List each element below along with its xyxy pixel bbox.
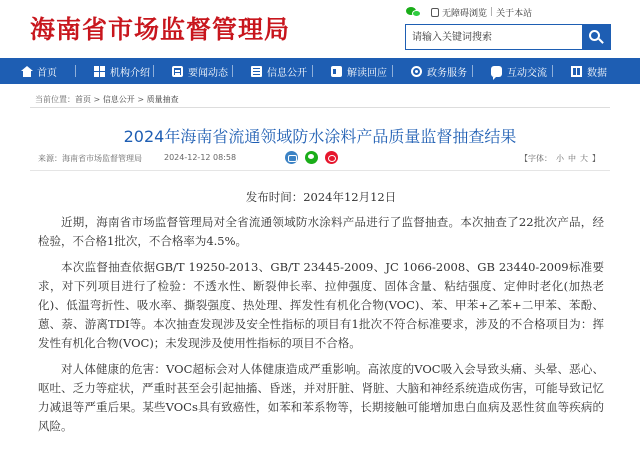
main-nav xyxy=(0,58,640,84)
article-paragraph: 对人体健康的危害：VOC超标会对人体健康造成严重影响。高浓度的VOC吸入会导致头痛、头晕、恶心、呕吐、乏力等症状，严重时甚至会引起抽搐、昏迷，并对肝脏、肾脏、大脑和神经系统造成伤害，可能导致记忆力减退等严重后果。某些VOCs具有致癌性，如苯和苯系物等，长期接触可能增加患白血病及恶性贫血等疾病的风险。 xyxy=(38,361,604,434)
nav-label: 首页 xyxy=(37,67,57,79)
article-paragraph: 近期，海南省市场监督管理局对全省流通领域防水涂料产品进行了监督抽查。本次抽查了22批次产品，经检验，不合格1批次，不合格率为4.5%。 xyxy=(38,215,604,249)
nav-item-interact[interactable] xyxy=(473,58,553,84)
breadcrumb-prefix: 当前位置： xyxy=(35,95,75,104)
utility-separator: | xyxy=(490,7,494,17)
wechat-icon[interactable] xyxy=(406,7,421,18)
article-source: 来源：海南省市场监督管理局 xyxy=(38,154,142,163)
breadcrumb-quality[interactable]: 质量抽查 xyxy=(146,95,179,104)
news-icon xyxy=(172,66,183,77)
nav-label: 解读回应 xyxy=(347,67,387,79)
divider xyxy=(30,107,610,108)
nav-label: 机构介绍 xyxy=(110,67,150,79)
nav-label: 互动交流 xyxy=(507,67,547,79)
nav-item-home[interactable] xyxy=(0,58,76,84)
nav-item-interpret[interactable] xyxy=(313,58,393,84)
chat-icon xyxy=(491,66,502,77)
share-bar xyxy=(285,151,345,164)
breadcrumb-info[interactable]: 信息公开 xyxy=(102,95,135,104)
publish-time: 发布时间：2024年12月12日 xyxy=(245,190,397,204)
font-large-button[interactable]: 大 xyxy=(580,154,588,163)
nav-item-news[interactable] xyxy=(154,58,233,84)
site-header xyxy=(0,0,640,58)
divider xyxy=(30,170,610,171)
nav-label: 信息公开 xyxy=(267,67,307,79)
grid-icon xyxy=(94,66,105,77)
article-meta xyxy=(32,150,608,168)
utility-links xyxy=(406,5,532,19)
accessibility-icon xyxy=(431,8,439,17)
share-qzone-icon[interactable] xyxy=(285,151,298,164)
nav-item-info[interactable] xyxy=(233,58,313,84)
search-button[interactable] xyxy=(582,25,610,49)
about-link[interactable]: 关于本站 xyxy=(496,8,533,19)
document-icon xyxy=(251,66,262,77)
nav-label: 政务服务 xyxy=(427,67,467,79)
service-icon xyxy=(411,66,422,77)
article-body xyxy=(38,188,604,442)
font-size-label: 【字体： xyxy=(520,154,552,163)
site-logo[interactable]: 海南省市场监督管理局 xyxy=(30,15,291,44)
reply-icon xyxy=(331,66,342,77)
accessibility-link[interactable]: 无障碍浏览 xyxy=(442,8,488,19)
search-input[interactable] xyxy=(406,25,582,49)
share-wechat-icon[interactable] xyxy=(305,151,318,164)
share-weibo-icon[interactable] xyxy=(325,151,338,164)
font-medium-button[interactable]: 中 xyxy=(568,154,576,163)
breadcrumb-home[interactable]: 首页 xyxy=(75,95,91,104)
article-paragraph: 本次监督抽查依据GB/T 19250-2013、GB/T 23445-2009、JC 1066-2008、GB 23440-2009标准要求，对下列项目进行了检验：不透水性、断裂伸长率、拉伸强度、固体含量、粘结强度、定伸时老化(加热老化)、低温弯折性、吸水率、撕裂强度、热处理、挥发性有机化合物(VOC)、苯、甲苯+乙苯+二甲苯、苯酚、蒽、萘、游离TDI等。本次抽查发现涉及安全性指标的项目有1批次不符合标准要求，涉及的不合格项目为：挥发性有机化合物(VOC)；未发现涉及使用性指标的项目不合格。 xyxy=(38,259,604,351)
article-date: 2024-12-12 08:58 xyxy=(164,153,237,162)
font-small-button[interactable]: 小 xyxy=(556,154,564,163)
nav-item-service[interactable] xyxy=(393,58,473,84)
home-icon xyxy=(21,66,32,77)
nav-item-data[interactable] xyxy=(553,58,640,84)
nav-item-about[interactable] xyxy=(76,58,154,84)
font-size-switcher: 【字体： 小 中 大 】 xyxy=(520,154,600,163)
page-title: 2024年海南省流通领域防水涂料产品质量监督抽查结果 xyxy=(123,127,517,146)
nav-label: 数据 xyxy=(587,67,607,79)
data-icon xyxy=(571,66,582,77)
breadcrumb: 当前位置：首页 > 信息公开 > 质量抽查 xyxy=(35,95,179,104)
search-box xyxy=(405,24,611,50)
nav-label: 要闻动态 xyxy=(188,67,228,79)
